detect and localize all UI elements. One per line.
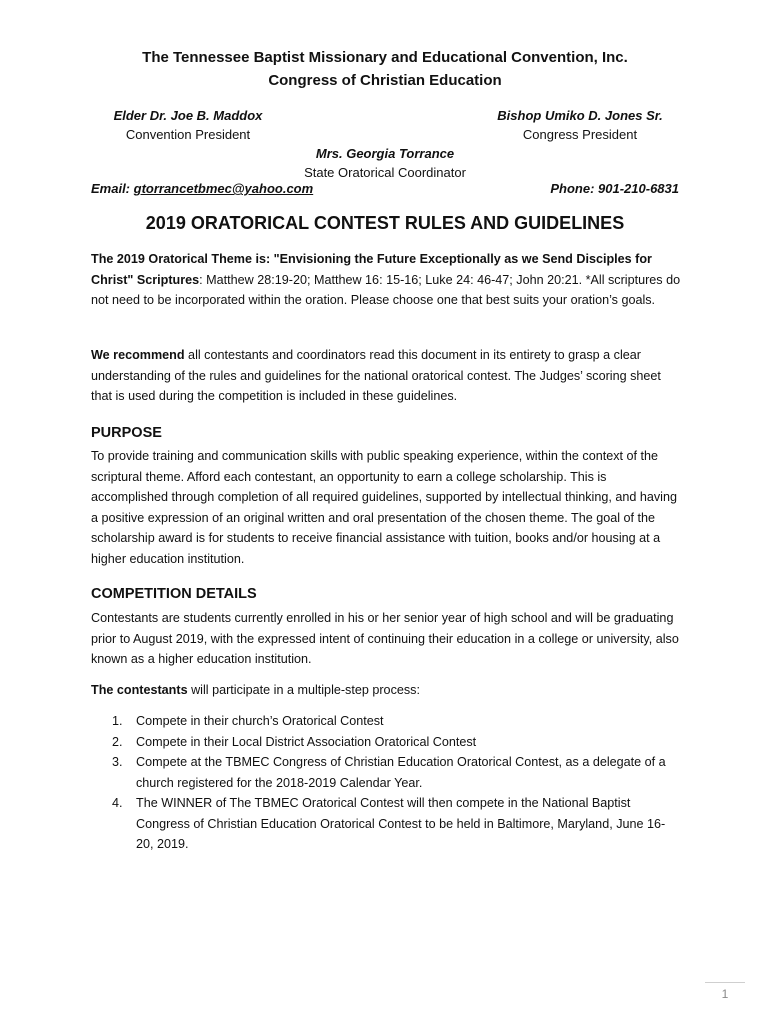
email-line bbox=[91, 181, 313, 196]
competition-paragraph: Contestants are students currently enrolled in his or her senior year of high school and will be graduating prior to August 2019, with the expressed intent of continuing their education in a college or university, also known as a higher education institution. bbox=[91, 611, 679, 666]
step-text: Compete at the TBMEC Congress of Christian Education Oratorical Contest, as a delegate of a church registered for the 2018-2019 Calendar Year. bbox=[136, 755, 666, 790]
email-link[interactable]: gtorrancetbmec@yahoo.com bbox=[133, 181, 314, 196]
purpose-paragraph: To provide training and communication skills with public speaking experience, within the context of the scriptural theme. Afford each contestant, an opportunity to earn a college scholarship. This is accomplished through completion of all required guidelines, supported by intellectual thinking, and having a positive expression of an original written and oral presentation of the chosen theme. The goal of the scholarship award is for students to receive financial assistance with tuition, books and/or housing at a higher education institution. bbox=[91, 449, 677, 566]
congress-title: Congress of Christian Education bbox=[268, 72, 502, 89]
theme-statement: The 2019 Oratorical Theme is: "Envisioning the Future Exceptionally as we Send Disciples for Christ" Scriptures bbox=[91, 252, 652, 287]
convention-president-name: Elder Dr. Joe B. Maddox bbox=[113, 108, 263, 123]
email-label: Email: bbox=[91, 181, 134, 196]
step-text: Compete in their church’s Oratorical Contest bbox=[136, 714, 384, 728]
congress-president-block bbox=[490, 106, 670, 144]
coordinator-name: Mrs. Georgia Torrance bbox=[315, 146, 455, 161]
recommend-text: all contestants and coordinators read this document in its entirety to grasp a clear understanding of the rules and guidelines for the national oratorical contest. The Judges’ scoring sheet that is used during the competition is included in these guidelines. bbox=[91, 348, 661, 403]
contestants-paragraph bbox=[91, 680, 681, 701]
recommend-paragraph bbox=[91, 345, 681, 407]
theme-paragraph bbox=[91, 249, 681, 311]
contestants-lead: The contestants bbox=[91, 683, 188, 697]
step-number: 4. bbox=[112, 796, 123, 810]
congress-president-role: Congress President bbox=[522, 127, 638, 142]
contestants-text: will participate in a multiple-step process: bbox=[187, 683, 420, 697]
congress-president-name: Bishop Umiko D. Jones Sr. bbox=[497, 108, 663, 123]
purpose-heading: PURPOSE bbox=[91, 425, 162, 441]
step-number: 3. bbox=[112, 755, 123, 769]
convention-president-block bbox=[108, 106, 268, 144]
process-steps-list bbox=[108, 711, 678, 855]
list-item bbox=[108, 752, 678, 793]
step-text: The WINNER of The TBMEC Oratorical Contest will then compete in the National Baptist Congress of Christian Education Oratorical Contest to be held in Baltimore, Maryland, June 16-20, 2019. bbox=[136, 796, 666, 851]
competition-heading: COMPETITION DETAILS bbox=[91, 586, 257, 602]
convention-president-role: Convention President bbox=[125, 127, 251, 142]
list-item bbox=[108, 711, 678, 732]
oratorical-coordinator-block bbox=[290, 144, 480, 182]
organization-title: The Tennessee Baptist Missionary and Educational Convention, Inc. bbox=[142, 49, 628, 66]
phone-line: Phone: 901-210-6831 bbox=[550, 181, 679, 196]
recommend-lead: We recommend bbox=[91, 348, 185, 362]
list-item bbox=[108, 732, 678, 753]
document-title: 2019 ORATORICAL CONTEST RULES AND GUIDELINES bbox=[145, 213, 625, 233]
theme-scriptures: : Matthew 28:19-20; Matthew 16: 15-16; Luke 24: 46-47; John 20:21. *All scriptures do not need to be incorporated within the oration. Please choose one that best suits your oration’s goals. bbox=[91, 272, 681, 307]
list-item bbox=[108, 793, 678, 855]
step-number: 2. bbox=[112, 734, 123, 749]
coordinator-role: State Oratorical Coordinator bbox=[304, 165, 466, 180]
step-text: Compete in their Local District Association Oratorical Contest bbox=[136, 734, 477, 749]
page-number: 1 bbox=[721, 987, 729, 1001]
step-number: 1. bbox=[112, 714, 123, 728]
footer-divider bbox=[705, 982, 745, 983]
